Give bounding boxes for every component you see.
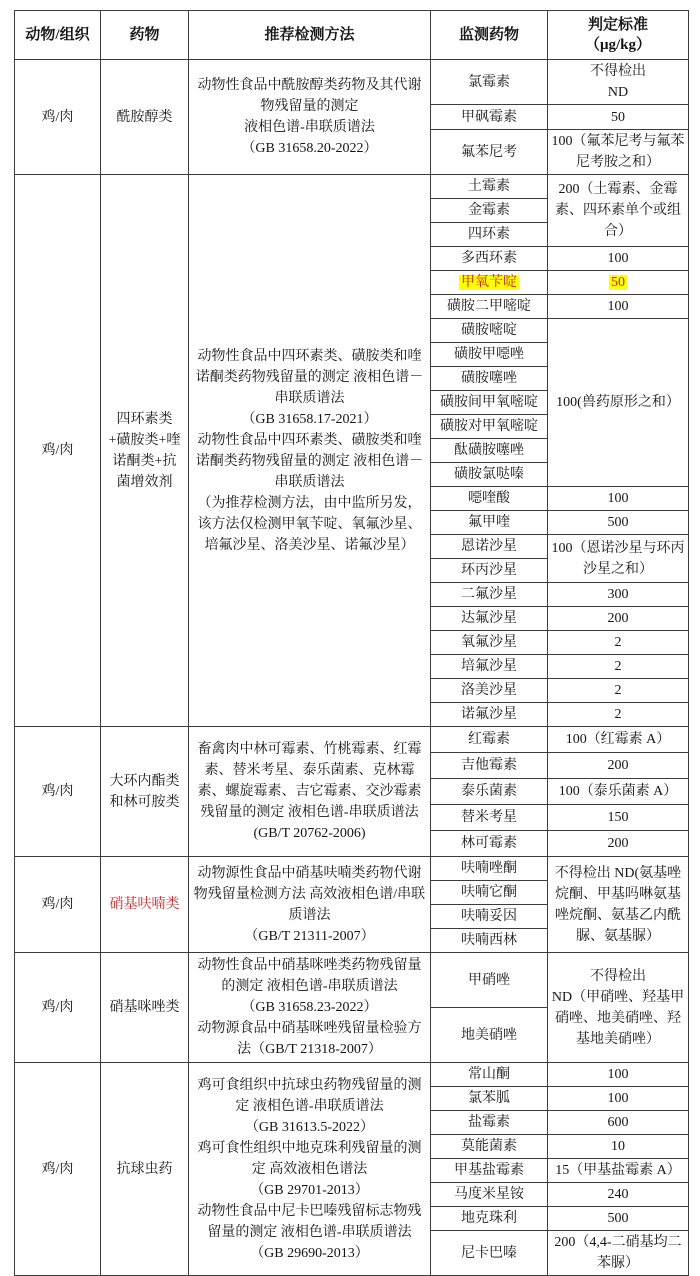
drug-cell: 磺胺对甲氧嘧啶 (431, 415, 548, 439)
standard-cell: 100（红霉素 A） (548, 727, 689, 753)
drug-cell: 替米考星 (431, 805, 548, 831)
method-line: （GB/T 21311-2007） (244, 928, 375, 944)
standard-cell: 100 (548, 487, 689, 511)
standard-cell: 100(兽药原形之和） (548, 319, 689, 487)
standard-cell: 300 (548, 583, 689, 607)
drug-cell: 噁喹酸 (431, 487, 548, 511)
standard-line: 不得检出 (590, 64, 646, 79)
drug-cell: 莫能菌素 (431, 1135, 548, 1159)
drug-cell: 呋喃西林 (431, 929, 548, 953)
method-line: 动物性食品中硝基咪唑类药物残留量的测定 液相色谱-串联质谱法 (197, 958, 422, 994)
drug-cell: 马度米星铵 (431, 1183, 548, 1207)
standard-cell (548, 271, 689, 295)
col-header-standard (548, 11, 689, 60)
drug-cell: 甲砜霉素 (431, 105, 548, 130)
drug-cell: 环丙沙星 (431, 559, 548, 583)
method-line: （GB 31658.23-2022） (241, 1000, 378, 1015)
drug-cell: 盐霉素 (431, 1111, 548, 1135)
drug-class-cell: 四环素类+磺胺类+喹诺酮类+抗菌增效剂 (101, 175, 189, 727)
drug-cell: 磺胺嘧啶 (431, 319, 548, 343)
drug-cell: 红霉素 (431, 727, 548, 753)
animal-cell: 鸡/肉 (15, 60, 101, 175)
animal-cell: 鸡/肉 (15, 857, 101, 953)
method-line: （GB 31613.5-2022） (244, 1119, 375, 1135)
drug-cell: 吉他霉素 (431, 753, 548, 779)
table-body (15, 60, 689, 1276)
standard-line: 不得检出 (590, 968, 646, 984)
animal-cell: 鸡/肉 (15, 175, 101, 727)
method-line: 动物性食品中酰胺醇类药物及其代谢物残留量的测定 (197, 78, 422, 114)
standard-cell: 2 (548, 655, 689, 679)
animal-cell: 鸡/肉 (15, 727, 101, 857)
drug-cell: 恩诺沙星 (431, 535, 548, 559)
drug-cell: 地美硝唑 (431, 1008, 548, 1063)
drug-cell: 磺胺氯哒嗪 (431, 463, 548, 487)
drug-cell: 磺胺二甲嘧啶 (431, 295, 548, 319)
standard-cell: 240 (548, 1183, 689, 1207)
drug-cell: 诺氟沙星 (431, 703, 548, 727)
method-line: 动物性食品中四环素类、磺胺类和喹诺酮类药物残留量的测定 液相色谱－串联质谱法 (195, 432, 424, 490)
method-cell (189, 175, 431, 727)
drug-cell: 达氟沙星 (431, 607, 548, 631)
drug-cell: 氯霉素 (431, 60, 548, 105)
method-line: 动物源食品中硝基咪唑残留量检验方法（GB/T 21318-2007） (197, 1021, 422, 1057)
method-line: （GB 31658.17-2021） (241, 411, 378, 427)
standard-cell: 100 (548, 295, 689, 319)
col-header-standard-title: 判定标准 (587, 17, 648, 33)
col-header-standard-unit: （μg/kg） (584, 37, 651, 53)
standard-cell: 100 (548, 247, 689, 271)
standard-cell: 100（氟苯尼考与氟苯尼考胺之和） (548, 130, 689, 175)
drug-class-cell: 硝基咪唑类 (101, 953, 189, 1063)
drug-cell: 泰乐菌素 (431, 779, 548, 805)
standard-cell: 200（4,4-二硝基均二苯脲） (548, 1231, 689, 1276)
col-header-monitored: 监测药物 (431, 11, 548, 60)
drug-cell: 酞磺胺噻唑 (431, 439, 548, 463)
method-line: （GB 29701-2013） (250, 1182, 369, 1198)
standard-cell (548, 953, 689, 1063)
highlighted-standard: 50 (611, 275, 625, 290)
col-header-animal: 动物/组织 (15, 11, 101, 60)
standard-cell: 200（土霉素、金霉素、四环素单个或组合） (548, 175, 689, 247)
drug-cell: 氯苯胍 (431, 1087, 548, 1111)
drug-cell: 甲基盐霉素 (431, 1159, 548, 1183)
standard-cell: 600 (548, 1111, 689, 1135)
standard-cell: 2 (548, 679, 689, 703)
standard-cell: 100（泰乐菌素 A） (548, 779, 689, 805)
table-row (15, 60, 689, 105)
drug-cell: 多西环素 (431, 247, 548, 271)
header-row (15, 11, 689, 60)
method-line: 动物性食品中四环素类、磺胺类和喹诺酮类药物残留量的测定 液相色谱－串联质谱法 (195, 348, 424, 406)
method-line: 鸡可食组织中抗球虫药物残留量的测定 液相色谱-串联质谱法 (197, 1077, 422, 1114)
drug-cell: 尼卡巴嗪 (431, 1231, 548, 1276)
drug-cell (431, 271, 548, 295)
standard-cell: 50 (548, 105, 689, 130)
drug-class-cell: 酰胺醇类 (101, 60, 189, 175)
method-line: 鸡可食性组织中地克珠利残留量的测定 高效液相色谱法 (197, 1140, 422, 1177)
drug-cell: 氟苯尼考 (431, 130, 548, 175)
drug-cell: 呋喃它酮 (431, 881, 548, 905)
standard-cell (548, 60, 689, 105)
standard-cell: 150 (548, 805, 689, 831)
drug-cell: 氟甲喹 (431, 511, 548, 535)
method-cell (189, 857, 431, 953)
drug-cell: 土霉素 (431, 175, 548, 199)
standard-cell: 200 (548, 753, 689, 779)
standard-cell: 500 (548, 1207, 689, 1231)
table-row (15, 175, 689, 199)
drug-cell: 洛美沙星 (431, 679, 548, 703)
method-line: (GB/T 20762-2006) (253, 826, 366, 841)
standard-cell: 2 (548, 703, 689, 727)
standard-cell: 200 (548, 607, 689, 631)
drug-residue-table (14, 10, 689, 1276)
highlighted-drug: 甲氧苄啶 (461, 275, 517, 290)
animal-cell: 鸡/肉 (15, 1063, 101, 1276)
standard-cell: 15（甲基盐霉素 A） (548, 1159, 689, 1183)
standard-line: ND（甲硝唑、羟基甲硝唑、地美硝唑、羟基地美硝唑） (551, 989, 685, 1047)
method-cell (189, 60, 431, 175)
method-line: 畜禽肉中林可霉素、竹桃霉素、红霉素、替米考星、泰乐菌素、克林霉素、螺旋霉素、吉它霉素、交沙霉素残留量的测定 液相色谱-串联质谱法 (197, 742, 422, 820)
method-line: 液相色谱-串联质谱法 (244, 120, 375, 135)
drug-class-cell: 硝基呋喃类 (101, 857, 189, 953)
standard-cell: 100 (548, 1063, 689, 1087)
drug-cell: 磺胺甲噁唑 (431, 343, 548, 367)
method-cell (189, 1063, 431, 1276)
table-row (15, 953, 689, 1008)
drug-cell: 地克珠利 (431, 1207, 548, 1231)
drug-class-cell: 大环内酯类和林可胺类 (101, 727, 189, 857)
method-cell (189, 953, 431, 1063)
drug-cell: 氧氟沙星 (431, 631, 548, 655)
standard-cell: 200 (548, 831, 689, 857)
method-line: （GB 31658.20-2022） (241, 141, 378, 156)
drug-cell: 呋喃唑酮 (431, 857, 548, 881)
method-cell (189, 727, 431, 857)
standard-cell: 2 (548, 631, 689, 655)
drug-cell: 林可霉素 (431, 831, 548, 857)
method-line: 动物源性食品中硝基呋喃类药物代谢物残留量检测方法 高效液相色谱/串联质谱法 (193, 865, 426, 923)
standard-cell: 不得检出 ND(氨基唑烷酮、甲基吗啉氨基唑烷酮、氨基乙内酰脲、氨基脲） (548, 857, 689, 953)
drug-class-cell: 抗球虫药 (101, 1063, 189, 1276)
drug-cell: 培氟沙星 (431, 655, 548, 679)
drug-cell: 呋喃妥因 (431, 905, 548, 929)
standard-line: ND (607, 85, 629, 100)
drug-cell: 磺胺噻唑 (431, 367, 548, 391)
standard-cell: 100（恩诺沙星与环丙沙星之和） (548, 535, 689, 583)
drug-cell: 四环素 (431, 223, 548, 247)
drug-cell: 常山酮 (431, 1063, 548, 1087)
col-header-method: 推荐检测方法 (189, 11, 431, 60)
col-header-drug: 药物 (101, 11, 189, 60)
standard-cell: 500 (548, 511, 689, 535)
drug-cell: 金霉素 (431, 199, 548, 223)
method-line: 动物性食品中尼卡巴嗪残留标志物残留量的测定 液相色谱-串联质谱法 (197, 1203, 422, 1240)
table-row (15, 1063, 689, 1087)
table-header (15, 11, 689, 60)
table-row (15, 727, 689, 753)
table-row (15, 857, 689, 881)
drug-cell: 二氟沙星 (431, 583, 548, 607)
drug-cell: 甲硝唑 (431, 953, 548, 1008)
method-line: （GB 29690-2013） (250, 1245, 369, 1261)
standard-cell: 100 (548, 1087, 689, 1111)
animal-cell: 鸡/肉 (15, 953, 101, 1063)
standard-cell: 10 (548, 1135, 689, 1159)
method-line: （为推荐检测方法，由中监所另发，该方法仅检测甲氧苄啶、氧氟沙星、培氟沙星、洛美沙星、诺氟沙星） (197, 495, 422, 553)
drug-cell: 磺胺间甲氧嘧啶 (431, 391, 548, 415)
